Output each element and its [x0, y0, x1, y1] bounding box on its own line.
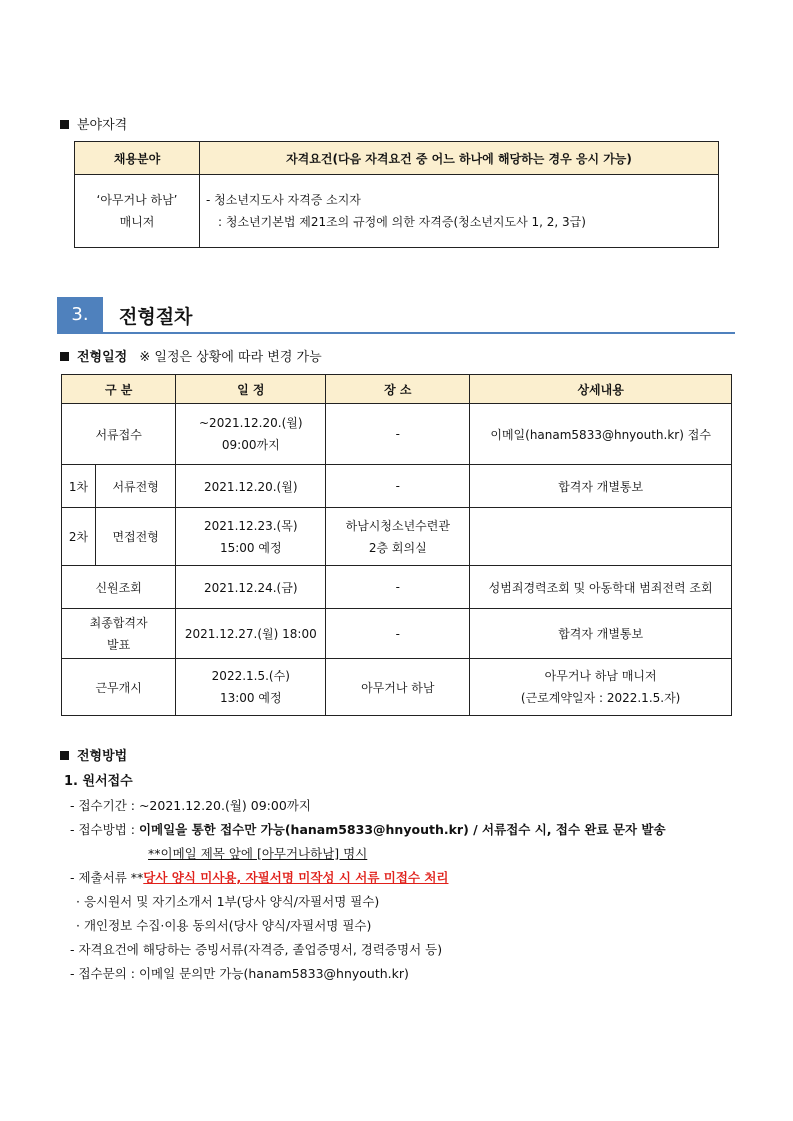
section-divider: [57, 332, 735, 334]
method-docs-label: - 제출서류 **: [70, 870, 144, 885]
table-row: [62, 404, 732, 465]
method-doc-1: · 응시원서 및 자기소개서 1부(당사 양식/자필서명 필수): [76, 894, 380, 909]
schedule-note: ※ 일정은 상황에 따라 변경 가능: [139, 350, 322, 365]
row-place: -: [326, 404, 470, 465]
row-category: 신원조회: [62, 566, 176, 609]
table-row: [62, 566, 732, 609]
row-detail: 합격자 개별통보: [470, 465, 732, 508]
square-bullet-icon: [60, 751, 69, 760]
table-row: [62, 609, 732, 659]
date-line-1: 2021.12.23.(목): [204, 518, 298, 533]
row-date: 2021.12.20.(월): [176, 465, 326, 508]
row-date: 2021.12.27.(월) 18:00: [176, 609, 326, 659]
date-line-2: 13:00 예정: [219, 691, 282, 705]
row-date: [176, 508, 326, 566]
method-how: [70, 820, 666, 838]
schedule-header-place: 장 소: [326, 375, 470, 404]
method-how-note: **이메일 제목 앞에 [아무거나하남] 명시: [148, 846, 368, 861]
requirement-line-2: : 청소년기본법 제21조의 규정에 의한 자격증(청소년지도사 1, 2, 3급): [218, 215, 586, 229]
row-place: -: [326, 609, 470, 659]
qualification-field-cell: [75, 175, 200, 248]
method-heading-text: 전형방법: [77, 749, 128, 764]
method-sub-heading: 1. 원서접수: [64, 774, 133, 789]
row-detail: 이메일(hanam5833@hnyouth.kr) 접수: [470, 404, 732, 465]
row-category: 서류전형: [96, 465, 176, 508]
method-how-text: 이메일을 통한 접수만 가능(hanam5833@hnyouth.kr) / 서류접수 시, 접수 완료 문자 발송: [138, 822, 666, 837]
method-docs-warning: 당사 양식 미사용, 자필서명 미작성 시 서류 미접수 처리: [143, 870, 449, 885]
qualification-heading-text: 분야자격: [77, 118, 128, 133]
schedule-heading-text: 전형일정: [77, 350, 128, 365]
place-line-1: 하남시청소년수련관: [345, 518, 450, 533]
qualification-col-requirement: 자격요건(다음 자격요건 중 어느 하나에 해당하는 경우 응시 가능): [200, 142, 719, 175]
method-how-label: - 접수방법 :: [70, 822, 139, 837]
qualification-heading: [60, 114, 127, 133]
row-place: -: [326, 465, 470, 508]
square-bullet-icon: [60, 352, 69, 361]
row-detail: 성범죄경력조회 및 아동학대 범죄전력 조회: [470, 566, 732, 609]
method-doc-2: · 개인정보 수집·이용 동의서(당사 양식/자필서명 필수): [76, 918, 372, 933]
category-line-1: 최종합격자: [89, 615, 148, 630]
row-date: [176, 404, 326, 465]
field-line-1: ‘아무거나 하남’: [96, 193, 178, 207]
method-inquiry: - 접수문의 : 이메일 문의만 가능(hanam5833@hnyouth.kr): [70, 966, 409, 981]
schedule-heading: [60, 346, 322, 365]
method-doc-3: - 자격요건에 해당하는 증빙서류(자격증, 졸업증명서, 경력증명서 등): [70, 942, 443, 957]
row-detail: [470, 508, 732, 566]
schedule-header-detail: 상세내용: [470, 375, 732, 404]
row-detail: 합격자 개별통보: [470, 609, 732, 659]
qualification-requirement-cell: [200, 175, 719, 248]
method-heading: [60, 745, 127, 764]
qualification-table: [74, 141, 719, 248]
row-stage: 1차: [62, 465, 96, 508]
date-line-2: 09:00까지: [221, 438, 280, 452]
table-row: [62, 659, 732, 716]
schedule-header-category: 구 분: [62, 375, 176, 404]
schedule-header-date: 일 정: [176, 375, 326, 404]
table-row: [62, 508, 732, 566]
row-detail: [470, 659, 732, 716]
method-docs: [70, 868, 448, 886]
row-place: [326, 508, 470, 566]
detail-line-2: (근로계약일자 : 2022.1.5.자): [520, 691, 681, 705]
date-line-2: 15:00 예정: [219, 540, 282, 555]
row-place: -: [326, 566, 470, 609]
place-line-2: 2층 회의실: [368, 540, 427, 555]
section-title: 전형절차: [119, 306, 193, 328]
row-stage: 2차: [62, 508, 96, 566]
table-row: [62, 465, 732, 508]
date-line-1: 2022.1.5.(수): [211, 669, 290, 683]
row-category: 면접전형: [96, 508, 176, 566]
square-bullet-icon: [60, 120, 69, 129]
detail-line-1: 아무거나 하남 매니저: [544, 669, 657, 683]
row-date: [176, 659, 326, 716]
date-line-1: ~2021.12.20.(월): [199, 416, 303, 430]
field-line-2: 매니저: [119, 215, 155, 229]
row-date: 2021.12.24.(금): [176, 566, 326, 609]
section-number-badge: 3.: [57, 297, 103, 333]
row-category: [62, 609, 176, 659]
row-category: 서류접수: [62, 404, 176, 465]
requirement-line-1: - 청소년지도사 자격증 소지자: [206, 193, 361, 207]
row-place: 아무거나 하남: [326, 659, 470, 716]
row-category: 근무개시: [62, 659, 176, 716]
method-period: - 접수기간 : ~2021.12.20.(월) 09:00까지: [70, 798, 311, 813]
qualification-col-field: 채용분야: [75, 142, 200, 175]
category-line-2: 발표: [107, 637, 131, 652]
schedule-table: [61, 374, 732, 716]
